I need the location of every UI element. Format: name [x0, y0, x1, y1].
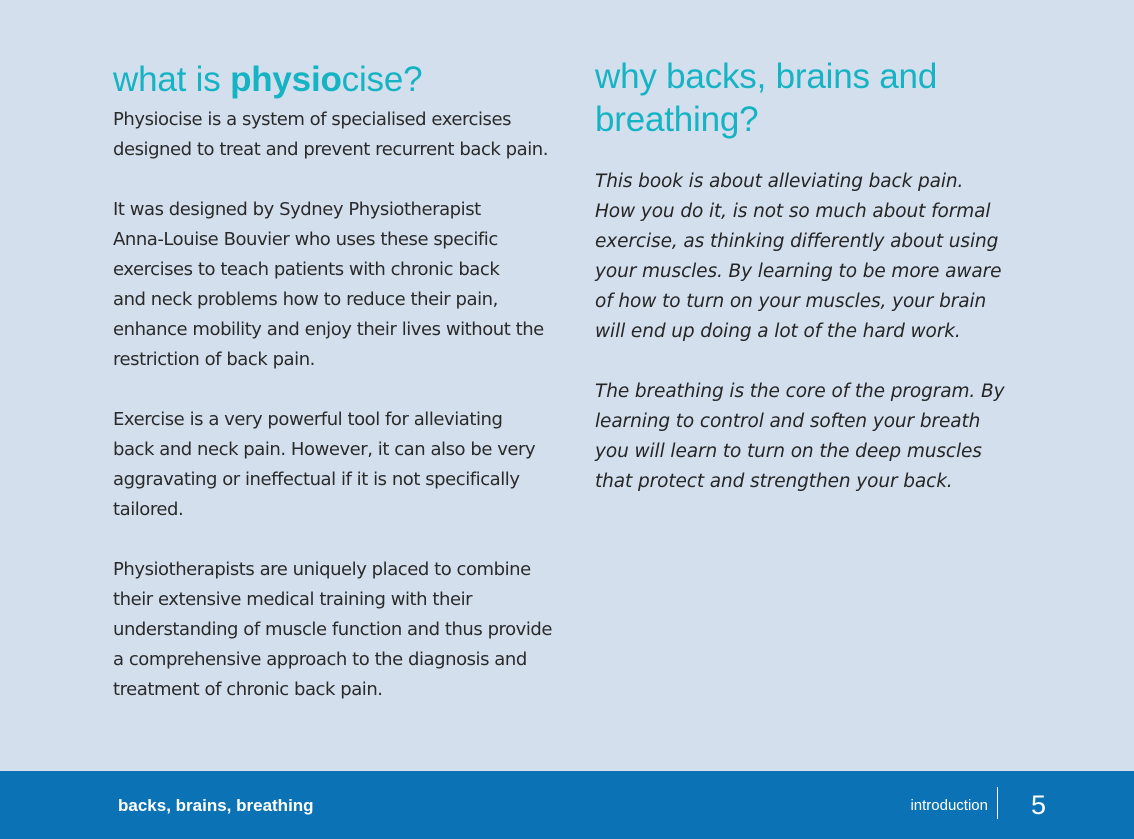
right-paragraph [595, 167, 1045, 347]
text-line: Physiocise is a system of specialised exercises [113, 109, 512, 130]
text-line: enhance mobility and enjoy their lives without the [113, 319, 544, 340]
left-paragraph [113, 195, 575, 375]
text-line: a comprehensive approach to the diagnosis and [113, 649, 527, 670]
text-line: Physiotherapists are uniquely placed to combine [113, 559, 531, 580]
text-line: exercises to teach patients with chronic back [113, 259, 500, 280]
text-line: will end up doing a lot of the hard work. [595, 321, 961, 342]
right-paragraph [595, 377, 1045, 497]
footer-divider [997, 787, 998, 819]
text-line: Exercise is a very powerful tool for alleviating [113, 409, 503, 430]
text-line: understanding of muscle function and thus provide [113, 619, 553, 640]
text-line: How you do it, is not so much about formal [595, 201, 991, 222]
page-footer [0, 771, 1134, 839]
text-line: their extensive medical training with their [113, 589, 473, 610]
text-line: It was designed by Sydney Physiotherapist [113, 199, 481, 220]
text-line: you will learn to turn on the deep muscles [595, 441, 982, 462]
text-line: your muscles. By learning to be more aware [595, 261, 1002, 282]
footer-section-label: introduction [910, 797, 988, 814]
left-heading [113, 58, 575, 101]
page-number: 5 [1031, 790, 1047, 820]
left-paragraph [113, 555, 575, 705]
text-line: aggravating or ineffectual if it is not specifically [113, 469, 520, 490]
left-heading-prefix: what is [113, 60, 231, 99]
text-line: of how to turn on your muscles, your brain [595, 291, 987, 312]
left-heading-suffix: cise? [341, 60, 423, 99]
text-line: learning to control and soften your breath [595, 411, 981, 432]
text-line: back and neck pain. However, it can also be very [113, 439, 536, 460]
text-line: that protect and strengthen your back. [595, 471, 953, 492]
text-line: The breathing is the core of the program. By [595, 381, 1005, 402]
left-paragraph [113, 405, 575, 525]
right-heading [595, 55, 1045, 141]
right-heading-line: why backs, brains and [595, 57, 938, 96]
left-column [113, 58, 575, 735]
text-line: Anna-Louise Bouvier who uses these specific [113, 229, 498, 250]
text-line: designed to treat and prevent recurrent back pain. [113, 139, 548, 160]
text-line: restriction of back pain. [113, 349, 315, 370]
left-paragraph [113, 105, 575, 165]
text-line: exercise, as thinking differently about using [595, 231, 999, 252]
left-heading-bold: physio [230, 60, 342, 99]
text-line: treatment of chronic back pain. [113, 679, 383, 700]
right-heading-line: breathing? [595, 100, 759, 139]
text-line: and neck problems how to reduce their pain, [113, 289, 498, 310]
right-column [595, 55, 1045, 527]
text-line: This book is about alleviating back pain. [595, 171, 964, 192]
footer-book-title: backs, brains, breathing [118, 796, 314, 815]
text-line: tailored. [113, 499, 184, 520]
